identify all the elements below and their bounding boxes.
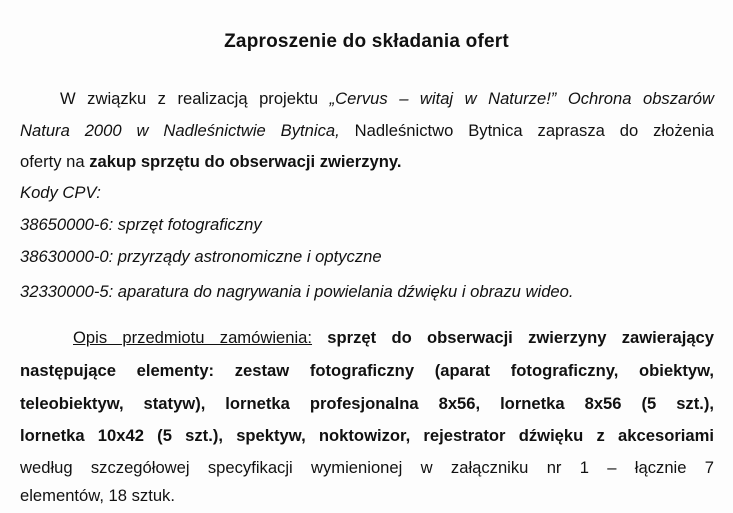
cpv-code-2: 38630000-0: przyrządy astronomiczne i optyczne [20,247,382,266]
description-line-5: według szczegółowej specyfikacji wymienionej w załączniku nr 1 – łącznie 7 [20,458,714,477]
project-name-cont: Natura 2000 w Nadleśnictwie Bytnica, [20,121,340,140]
intro-line-1 [20,89,714,109]
intro-line-3 [20,152,401,172]
project-name: „Cervus – witaj w Naturze!” Ochrona obszarów [329,89,714,108]
document-title: Zaproszenie do składania ofert [224,31,509,52]
description-line-2: następujące elementy: zestaw fotograficzny (aparat fotograficzny, obiektyw, [20,361,714,380]
description-bold-1: sprzęt do obserwacji zwierzyny zawierający [312,328,715,347]
cpv-heading: Kody CPV: [20,183,101,202]
intro-text-3: oferty na [20,152,90,171]
procurement-subject: zakup sprzętu do obserwacji zwierzyny. [89,152,402,171]
intro-text-2: Nadleśnictwo Bytnica zaprasza do złożenia [339,121,715,140]
description-line-6: elementów, 18 sztuk. [20,486,175,505]
intro-text: W związku z realizacją projektu [60,89,330,108]
intro-line-2 [20,121,714,141]
cpv-code-1: 38650000-6: sprzęt fotograficzny [20,215,262,234]
description-line-3: teleobiektyw, statyw), lornetka profesjonalna 8x56, lornetka 8x56 (5 szt.), [20,394,714,413]
description-label: Opis przedmiotu zamówienia: [73,328,313,347]
description-line-4: lornetka 10x42 (5 szt.), spektyw, noktowizor, rejestrator dźwięku z akcesoriami [20,426,714,445]
description-line-1 [20,328,714,348]
cpv-code-3: 32330000-5: aparatura do nagrywania i powielania dźwięku i obrazu wideo. [20,282,574,301]
